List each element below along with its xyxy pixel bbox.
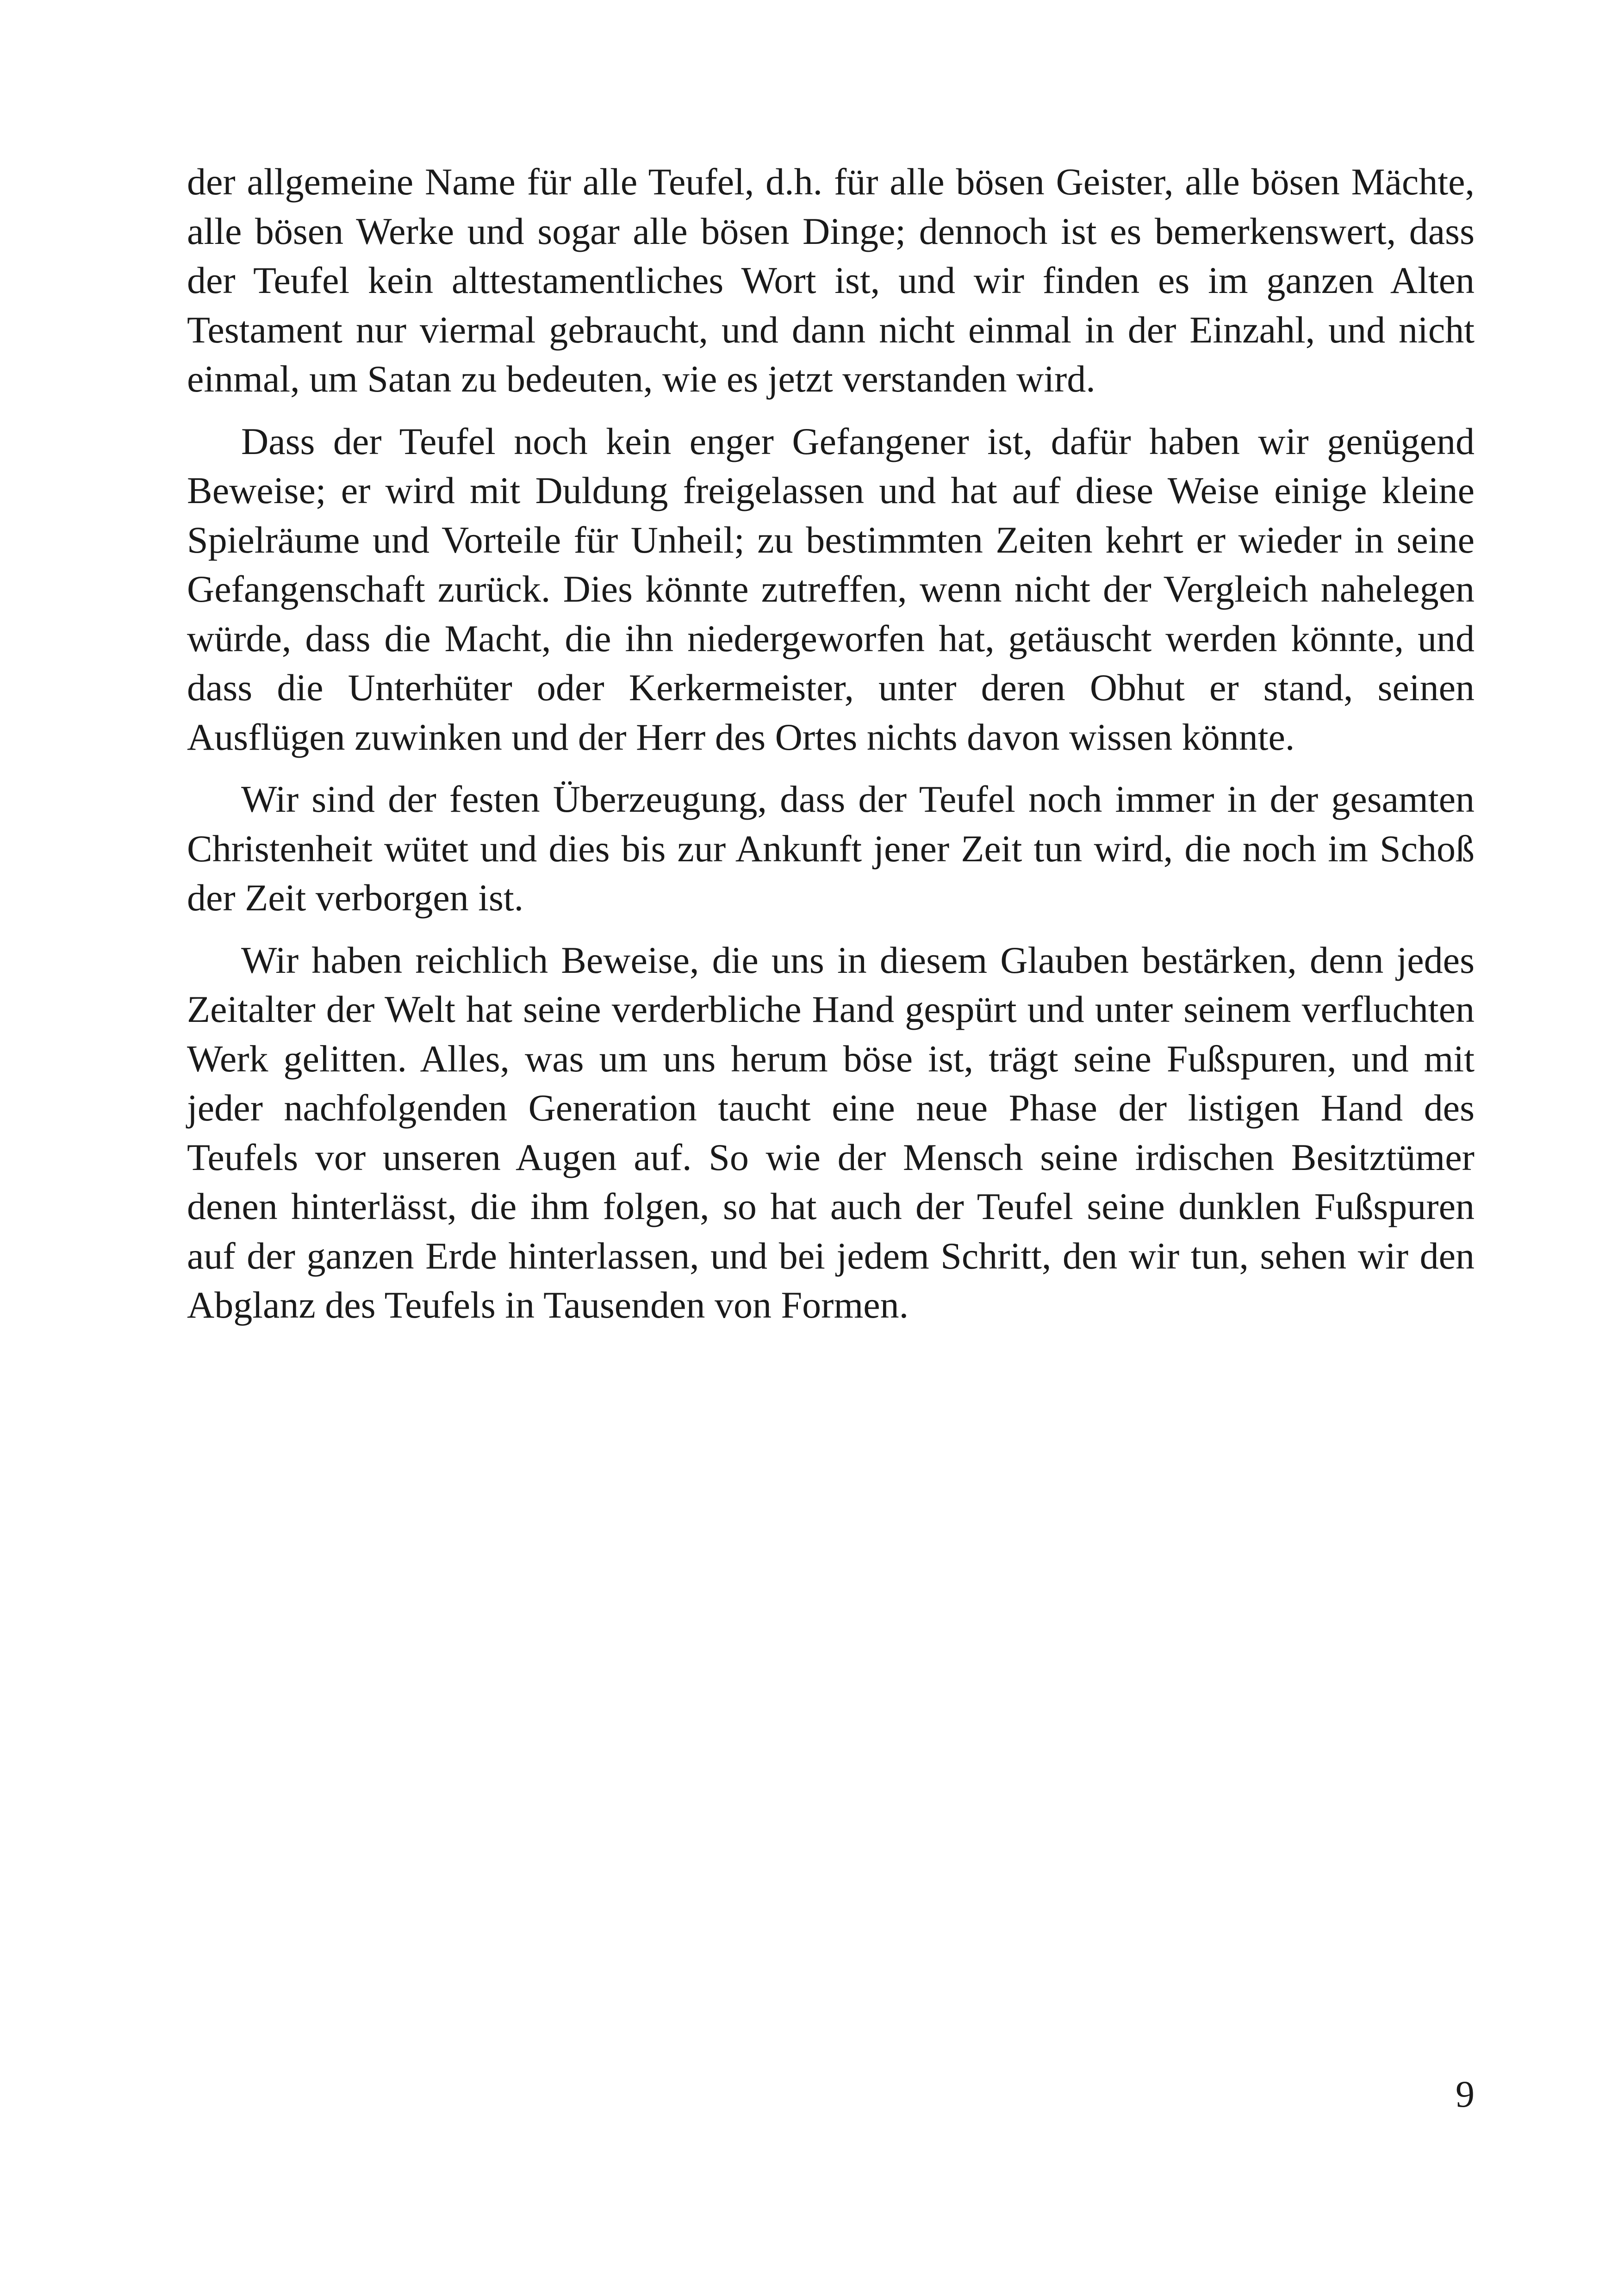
paragraph-continued: der allgemeine Name für alle Teufel, d.h. für alle bösen Geister, alle bösen Mächte, alle bösen Werke und sogar alle bösen Dinge; dennoch ist es bemerkenswert, dass der Teufel kein alttestamentliches Wort ist, und wir finden es im ganzen Alten Testament nur viermal gebraucht, und dann nicht einmal in der Einzahl, und nicht einmal, um Satan zu bedeuten, wie es jetzt verstanden wird.	[187, 161, 1475, 400]
paragraph: Dass der Teufel noch kein enger Gefangener ist, dafür haben wir genügend Beweise; er wird mit Duldung freigelassen und hat auf diese Weise einige kleine Spielräume und Vorteile für Unheil; zu bestimmten Zeiten kehrt er wieder in seine Gefangenschaft zurück. Dies könnte zutreffen, wenn nicht der Vergleich nahelegen würde, dass die Macht, die ihn niedergeworfen hat, getäuscht werden könnte, und dass die Unterhüter oder Kerkermeister, unter deren Obhut er stand, seinen Ausflügen zuwinken und der Herr des Ortes nichts davon wissen könnte.	[187, 420, 1475, 758]
paragraph: Wir haben reichlich Beweise, die uns in diesem Glauben bestärken, denn jedes Zeitalter der Welt hat seine verderbliche Hand gespürt und unter seinem verfluchten Werk gelitten. Alles, was um uns herum böse ist, trägt seine Fußspuren, und mit jeder nachfolgenden Generation taucht eine neue Phase der listigen Hand des Teufels vor unseren Augen auf. So wie der Mensch seine irdischen Besitztümer denen hinterlässt, die ihm folgen, so hat auch der Teufel seine dunklen Fußspuren auf der ganzen Erde hinterlassen, und bei jedem Schritt, den wir tun, sehen wir den Abglanz des Teufels in Tausenden von Formen.	[187, 939, 1475, 1326]
body-text	[187, 157, 1475, 1343]
page-number: 9	[1456, 2073, 1475, 2115]
paragraph: Wir sind der festen Überzeugung, dass der Teufel noch immer in der gesamten Christenheit wütet und dies bis zur Ankunft jener Zeit tun wird, die noch im Schoß der Zeit verborgen ist.	[187, 778, 1475, 919]
